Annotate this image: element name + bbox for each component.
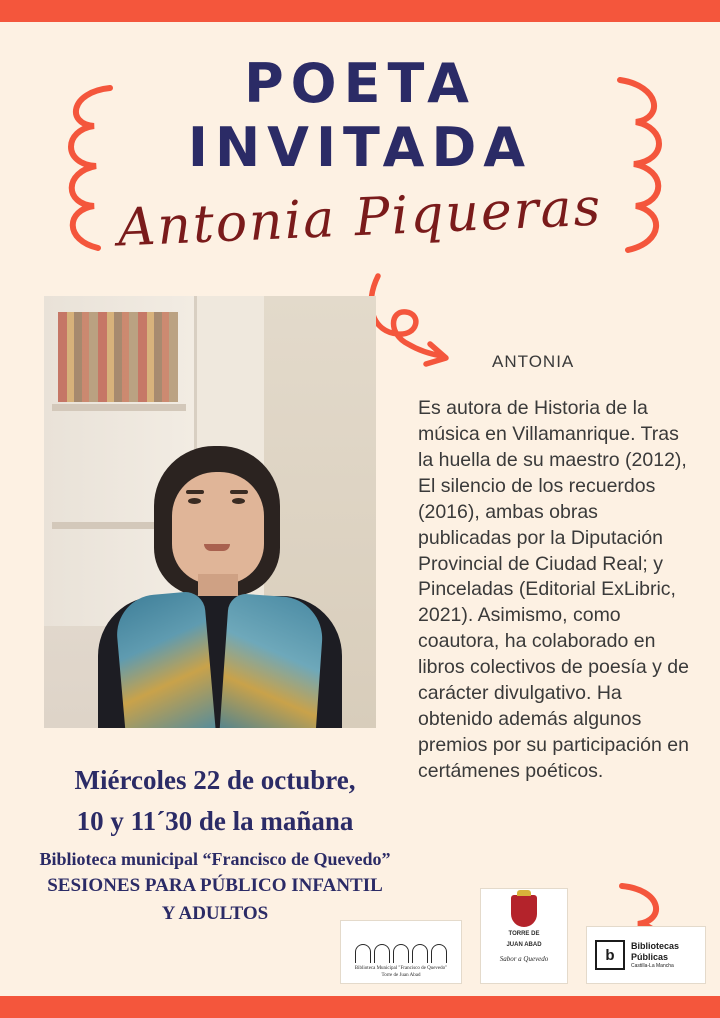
bio-text: Es autora de Historia de la música en Villamanrique. Tras la huella de su maestro (2012), El silencio de los recuerdos (2016), ambas obras publicadas por la Diputación Provincial de Ciudad Real; y Pinceladas (Editorial ExLibric, 2021). Asimismo, como coautora, ha colaborado en libros colectivos de poesía y de carácter divulgativo. Ha obtenido además algunos premios por su participación en certámenes poéticos.: [418, 397, 689, 782]
network-logo-line-3: Castilla-La Mancha: [631, 962, 674, 969]
photo-mouth: [204, 544, 230, 551]
library-logo: [340, 920, 462, 984]
library-logo-line-2: Torre de Juan Abad: [381, 972, 421, 978]
public-libraries-logo: [586, 926, 706, 984]
photo-brow-right: [230, 490, 248, 494]
bottom-accent-bar: [0, 996, 720, 1018]
town-logo-line-2: JUAN ABAD: [506, 942, 542, 949]
event-place: Biblioteca municipal “Francisco de Quevedo”: [39, 849, 391, 869]
photo-scarf-left: [114, 590, 216, 728]
arches-icon: [355, 944, 447, 963]
town-logo-motto: Sabor a Quevedo: [499, 955, 549, 964]
photo-scarf-right: [219, 593, 325, 728]
town-logo-line-1: TORRE DE: [508, 931, 540, 937]
title-line-1: POETA: [244, 52, 476, 115]
bio-heading: ANTONIA: [492, 352, 575, 371]
public-libraries-text: [631, 941, 679, 969]
photo-brow-left: [186, 490, 204, 494]
photo-books: [58, 312, 178, 402]
shield-icon: [511, 895, 537, 927]
photo-eye-left: [188, 498, 201, 504]
title-line-2: INVITADA: [187, 115, 533, 179]
photo-person: [92, 446, 342, 728]
event-sessions-line-1: SESIONES PARA PÚBLICO INFANTIL: [47, 875, 383, 896]
photo-face: [172, 472, 264, 584]
letter-b-icon: b: [595, 940, 625, 970]
network-logo-line-1: Bibliotecas: [631, 941, 680, 952]
network-logo-line-2: Públicas: [631, 951, 669, 962]
event-sessions-line-2: Y ADULTOS: [161, 902, 269, 924]
event-date-line-2: 10 y 11´30 de la mañana: [76, 805, 354, 836]
top-accent-bar: [0, 0, 720, 22]
author-photo: [44, 296, 376, 728]
photo-eye-right: [232, 498, 245, 504]
event-date-line-1: Miércoles 22 de octubre,: [74, 765, 356, 795]
logo-row: [340, 888, 706, 984]
poster-title: [0, 52, 720, 179]
guest-name: Antonia Piqueras: [116, 177, 604, 259]
town-hall-logo: [480, 888, 568, 984]
library-logo-line-1: Biblioteca Municipal "Francisco de Quevedo": [354, 966, 448, 971]
